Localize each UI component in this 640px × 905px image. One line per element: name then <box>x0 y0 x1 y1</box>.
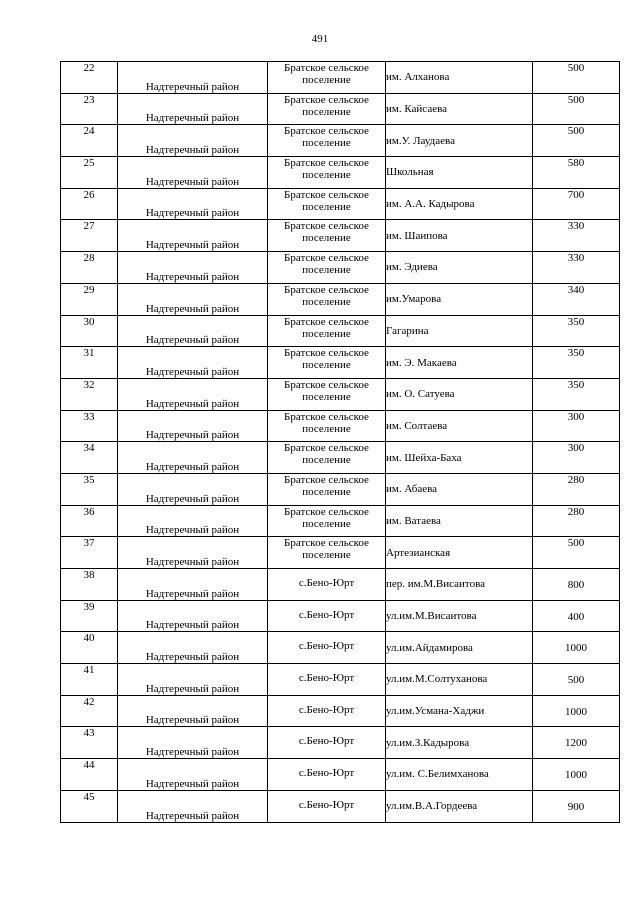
settlement-cell: с.Бено-Юрт <box>268 664 386 696</box>
settlement-cell: Братское сельское поселение <box>268 188 386 220</box>
settlement-cell: с.Бено-Юрт <box>268 600 386 632</box>
table-row <box>61 473 620 505</box>
settlement-cell: с.Бено-Юрт <box>268 790 386 822</box>
table-body <box>61 62 620 823</box>
district-cell: Надтеречный район <box>118 157 268 189</box>
street-cell: им. Кайсаева <box>386 93 533 125</box>
value-cell: 340 <box>533 283 620 315</box>
street-cell: им. Шаипова <box>386 220 533 252</box>
street-cell: пер. им.М.Висаитова <box>386 569 533 601</box>
district-cell: Надтеречный район <box>118 125 268 157</box>
settlement-cell: Братское сельское поселение <box>268 537 386 569</box>
value-cell: 1000 <box>533 759 620 791</box>
table-row <box>61 378 620 410</box>
settlement-cell: с.Бено-Юрт <box>268 727 386 759</box>
row-number-cell: 43 <box>61 727 118 759</box>
value-cell: 350 <box>533 378 620 410</box>
row-number-cell: 39 <box>61 600 118 632</box>
row-number-cell: 29 <box>61 283 118 315</box>
value-cell: 330 <box>533 252 620 284</box>
district-cell: Надтеречный район <box>118 600 268 632</box>
table-row <box>61 93 620 125</box>
table-row <box>61 283 620 315</box>
row-number-cell: 45 <box>61 790 118 822</box>
settlement-cell: Братское сельское поселение <box>268 157 386 189</box>
street-cell: им. Эдиева <box>386 252 533 284</box>
table-row <box>61 442 620 474</box>
settlement-cell: с.Бено-Юрт <box>268 632 386 664</box>
row-number-cell: 37 <box>61 537 118 569</box>
district-cell: Надтеречный район <box>118 695 268 727</box>
row-number-cell: 41 <box>61 664 118 696</box>
street-cell: им.Умарова <box>386 283 533 315</box>
district-cell: Надтеречный район <box>118 283 268 315</box>
table-row <box>61 125 620 157</box>
table-row <box>61 157 620 189</box>
value-cell: 300 <box>533 442 620 474</box>
row-number-cell: 40 <box>61 632 118 664</box>
district-cell: Надтеречный район <box>118 347 268 379</box>
value-cell: 350 <box>533 315 620 347</box>
table-row <box>61 347 620 379</box>
value-cell: 500 <box>533 664 620 696</box>
table-row <box>61 188 620 220</box>
settlement-cell: Братское сельское поселение <box>268 62 386 94</box>
settlement-cell: Братское сельское поселение <box>268 125 386 157</box>
row-number-cell: 22 <box>61 62 118 94</box>
value-cell: 330 <box>533 220 620 252</box>
row-number-cell: 30 <box>61 315 118 347</box>
value-cell: 350 <box>533 347 620 379</box>
district-cell: Надтеречный район <box>118 93 268 125</box>
table-row <box>61 727 620 759</box>
settlement-cell: Братское сельское поселение <box>268 442 386 474</box>
district-cell: Надтеречный район <box>118 537 268 569</box>
settlement-cell: Братское сельское поселение <box>268 220 386 252</box>
street-cell: ул.им. С.Белимханова <box>386 759 533 791</box>
street-cell: ул.им.Айдамирова <box>386 632 533 664</box>
row-number-cell: 27 <box>61 220 118 252</box>
settlement-cell: Братское сельское поселение <box>268 473 386 505</box>
page-number: 491 <box>311 33 329 45</box>
street-cell: им. Алханова <box>386 62 533 94</box>
street-cell: им. А.А. Кадырова <box>386 188 533 220</box>
table-row <box>61 664 620 696</box>
row-number-cell: 33 <box>61 410 118 442</box>
row-number-cell: 32 <box>61 378 118 410</box>
street-cell: Артезианская <box>386 537 533 569</box>
row-number-cell: 25 <box>61 157 118 189</box>
table-row <box>61 315 620 347</box>
row-number-cell: 35 <box>61 473 118 505</box>
row-number-cell: 28 <box>61 252 118 284</box>
table-row <box>61 759 620 791</box>
district-cell: Надтеречный район <box>118 505 268 537</box>
street-cell: Школьная <box>386 157 533 189</box>
table-row <box>61 569 620 601</box>
row-number-cell: 42 <box>61 695 118 727</box>
district-cell: Надтеречный район <box>118 410 268 442</box>
district-cell: Надтеречный район <box>118 664 268 696</box>
table-row <box>61 505 620 537</box>
row-number-cell: 31 <box>61 347 118 379</box>
value-cell: 500 <box>533 537 620 569</box>
table-row <box>61 695 620 727</box>
value-cell: 1000 <box>533 632 620 664</box>
value-cell: 1000 <box>533 695 620 727</box>
district-cell: Надтеречный район <box>118 220 268 252</box>
value-cell: 800 <box>533 569 620 601</box>
street-cell: ул.им.М.Висаитова <box>386 600 533 632</box>
settlement-cell: Братское сельское поселение <box>268 252 386 284</box>
district-cell: Надтеречный район <box>118 632 268 664</box>
value-cell: 300 <box>533 410 620 442</box>
row-number-cell: 38 <box>61 569 118 601</box>
district-cell: Надтеречный район <box>118 252 268 284</box>
table-row <box>61 410 620 442</box>
settlement-cell: с.Бено-Юрт <box>268 695 386 727</box>
street-cell: ул.им.М.Солтуханова <box>386 664 533 696</box>
street-register-table <box>60 61 620 823</box>
street-cell: ул.им.З.Кадырова <box>386 727 533 759</box>
settlement-cell: Братское сельское поселение <box>268 410 386 442</box>
settlement-cell: Братское сельское поселение <box>268 505 386 537</box>
table-row <box>61 252 620 284</box>
settlement-cell: Братское сельское поселение <box>268 93 386 125</box>
value-cell: 280 <box>533 473 620 505</box>
table-row <box>61 537 620 569</box>
district-cell: Надтеречный район <box>118 188 268 220</box>
row-number-cell: 24 <box>61 125 118 157</box>
table-row <box>61 632 620 664</box>
value-cell: 400 <box>533 600 620 632</box>
row-number-cell: 44 <box>61 759 118 791</box>
street-cell: им.У. Лаудаева <box>386 125 533 157</box>
street-cell: им. О. Сатуева <box>386 378 533 410</box>
settlement-cell: с.Бено-Юрт <box>268 759 386 791</box>
value-cell: 500 <box>533 125 620 157</box>
district-cell: Надтеречный район <box>118 442 268 474</box>
row-number-cell: 26 <box>61 188 118 220</box>
street-cell: им. Абаева <box>386 473 533 505</box>
district-cell: Надтеречный район <box>118 473 268 505</box>
district-cell: Надтеречный район <box>118 569 268 601</box>
district-cell: Надтеречный район <box>118 790 268 822</box>
district-cell: Надтеречный район <box>118 62 268 94</box>
row-number-cell: 36 <box>61 505 118 537</box>
settlement-cell: Братское сельское поселение <box>268 315 386 347</box>
street-cell: им. Шейха-Баха <box>386 442 533 474</box>
settlement-cell: Братское сельское поселение <box>268 347 386 379</box>
value-cell: 580 <box>533 157 620 189</box>
street-cell: ул.им.В.А.Гордеева <box>386 790 533 822</box>
district-cell: Надтеречный район <box>118 315 268 347</box>
table-row <box>61 600 620 632</box>
value-cell: 500 <box>533 62 620 94</box>
street-cell: им. Э. Макаева <box>386 347 533 379</box>
street-cell: ул.им.Усмана-Хаджи <box>386 695 533 727</box>
table-row <box>61 790 620 822</box>
table-row <box>61 220 620 252</box>
row-number-cell: 23 <box>61 93 118 125</box>
district-cell: Надтеречный район <box>118 727 268 759</box>
value-cell: 700 <box>533 188 620 220</box>
street-cell: им. Ватаева <box>386 505 533 537</box>
row-number-cell: 34 <box>61 442 118 474</box>
district-cell: Надтеречный район <box>118 759 268 791</box>
street-cell: Гагарина <box>386 315 533 347</box>
district-cell: Надтеречный район <box>118 378 268 410</box>
table-row <box>61 62 620 94</box>
value-cell: 500 <box>533 93 620 125</box>
value-cell: 900 <box>533 790 620 822</box>
street-cell: им. Солтаева <box>386 410 533 442</box>
value-cell: 280 <box>533 505 620 537</box>
settlement-cell: с.Бено-Юрт <box>268 569 386 601</box>
value-cell: 1200 <box>533 727 620 759</box>
settlement-cell: Братское сельское поселение <box>268 283 386 315</box>
settlement-cell: Братское сельское поселение <box>268 378 386 410</box>
